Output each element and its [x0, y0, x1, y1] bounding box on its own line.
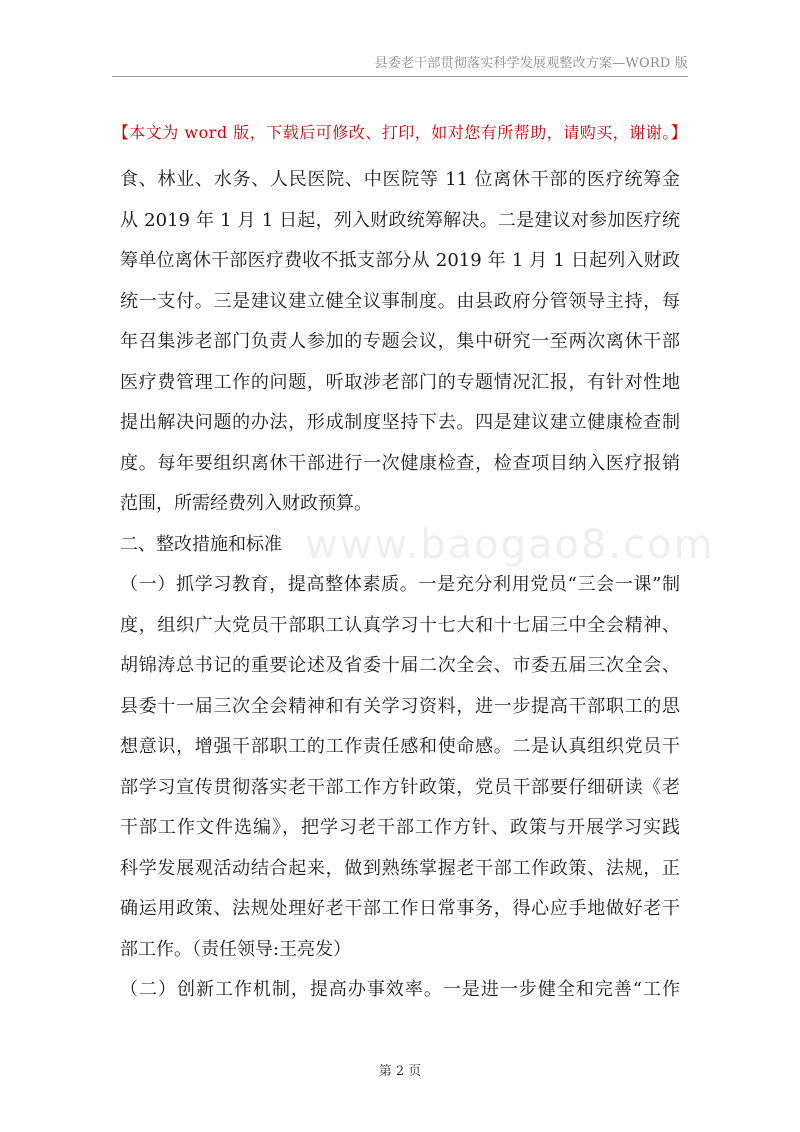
- document-body: [120, 160, 680, 1011]
- body-line: 统一支付。三是建议建立健全议事制度。由县政府分管领导主持，每: [120, 290, 680, 312]
- purchase-notice: 【本文为 word 版，下载后可修改、打印，如对您有所帮助，请购买，谢谢。】: [112, 123, 688, 142]
- body-line: 医疗费管理工作的问题，听取涉老部门的专题情况汇报，有针对性地: [120, 371, 680, 393]
- body-line: 筹单位离休干部医疗费收不抵支部分从 2019 年 1 月 1 日起列入财政: [120, 250, 680, 271]
- body-line: 年召集涉老部门负责人参加的专题会议，集中研究一至两次离休干部: [120, 331, 680, 352]
- body-line: 食、林业、水务、人民医院、中医院等 11 位离休干部的医疗统筹金: [120, 169, 680, 190]
- page-header-title: 县委老干部贯彻落实科学发展观整改方案—WORD 版: [374, 56, 688, 71]
- body-line: 范围，所需经费列入财政预算。: [120, 493, 372, 514]
- body-line: 干部工作文件选编》，把学习老干部工作方针、政策与开展学习实践: [120, 817, 680, 838]
- body-line: 想意识，增强干部职工的工作责任感和使命感。二是认真组织党员干: [120, 736, 680, 757]
- body-line: 从 2019 年 1 月 1 日起，列入财政统筹解决。二是建议对参加医疗统: [120, 209, 680, 231]
- body-line: 确运用政策、法规处理好老干部工作日常事务，得心应手地做好老干: [120, 898, 680, 919]
- body-line: 部工作。（责任领导:王亮发）: [120, 938, 352, 960]
- body-line: （二）创新工作机制，提高办事效率。一是进一步健全和完善“工作: [120, 979, 680, 1000]
- body-line: 科学发展观活动结合起来，做到熟练掌握老干部工作政策、法规，正: [120, 857, 680, 879]
- body-line: 度。每年要组织离休干部进行一次健康检查，检查项目纳入医疗报销: [120, 452, 680, 474]
- body-line: 部学习宣传贯彻落实老干部工作方针政策，党员干部要仔细研读《老: [120, 776, 680, 798]
- header-divider: [112, 76, 688, 77]
- section-heading: 二、整改措施和标准: [120, 533, 282, 555]
- body-line: 提出解决问题的办法，形成制度坚持下去。四是建议建立健康检查制: [120, 412, 680, 433]
- body-line: 度，组织广大党员干部职工认真学习十七大和十七届三中全会精神、: [120, 614, 680, 636]
- body-line: 县委十一届三次全会精神和有关学习资料，进一步提高干部职工的思: [120, 695, 680, 717]
- body-line: （一）抓学习教育，提高整体素质。一是充分利用党员“三会一课”制: [120, 574, 680, 595]
- page-number: 第 2 页: [378, 1064, 422, 1079]
- watermark-text: www.baogao8.com: [305, 522, 715, 568]
- body-line: 胡锦涛总书记的重要论述及省委十届二次全会、市委五届三次全会、: [120, 655, 680, 676]
